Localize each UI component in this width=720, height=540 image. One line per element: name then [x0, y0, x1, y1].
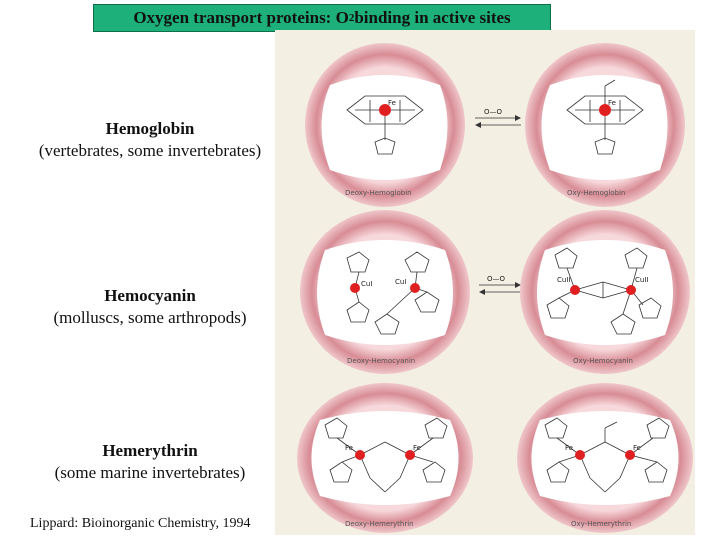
figure-caption: Deoxy-Hemerythrin: [345, 520, 414, 528]
iron-atom: [355, 450, 365, 460]
figure-caption: Oxy-Hemerythrin: [571, 520, 632, 528]
protein-name: Hemerythrin: [102, 441, 198, 460]
hemocyanin-label: [0, 285, 300, 329]
fe-label: Fe: [633, 444, 641, 452]
fe-label: Fe: [608, 99, 616, 107]
figure-caption: Deoxy-Hemocyanin: [347, 357, 416, 365]
iron-atom: [575, 450, 585, 460]
figure-caption: Oxy-Hemoglobin: [567, 189, 626, 197]
copper-atom: [350, 283, 360, 293]
hemoglobin-label: [0, 118, 300, 162]
cu-label: CuI: [395, 278, 407, 286]
cu-label: CuII: [557, 276, 571, 284]
figure-caption: Oxy-Hemocyanin: [573, 357, 633, 365]
arrow-label: O—O: [487, 275, 506, 283]
copper-atom: [570, 285, 580, 295]
cu-label: CuI: [361, 280, 373, 288]
cu-label: CuII: [635, 276, 649, 284]
title-main: Oxygen transport proteins: O: [133, 8, 349, 27]
arrow-label: O—O: [484, 108, 503, 116]
title-subscript: 2: [348, 12, 355, 24]
deoxy-hemoglobin-panel: [305, 43, 465, 207]
active-sites-svg: [275, 30, 695, 535]
fe-label: Fe: [565, 444, 573, 452]
deoxy-hemocyanin-panel: [300, 210, 470, 374]
citation: Lippard: Bioinorganic Chemistry, 1994: [30, 516, 251, 531]
figure-caption: Deoxy-Hemoglobin: [345, 189, 412, 197]
copper-atom: [410, 283, 420, 293]
fe-label: Fe: [413, 444, 421, 452]
protein-name: Hemoglobin: [105, 119, 195, 138]
title-rest: binding in active sites: [354, 8, 511, 27]
oxy-hemerythrin-panel: [517, 383, 693, 533]
copper-atom: [626, 285, 636, 295]
oxy-hemocyanin-panel: [520, 210, 690, 374]
slide-title: [93, 4, 551, 32]
protein-description: (vertebrates, some invertebrates): [38, 141, 262, 160]
hemerythrin-label: [0, 440, 300, 484]
hemocyanin-arrow: [479, 275, 521, 295]
active-sites-figure: [275, 30, 695, 535]
fe-label: Fe: [388, 99, 396, 107]
oxy-hemoglobin-panel: [525, 43, 685, 207]
deoxy-hemerythrin-panel: [297, 383, 473, 533]
protein-description: (some marine invertebrates): [54, 463, 246, 482]
hemoglobin-arrow: [475, 108, 521, 128]
fe-label: Fe: [345, 444, 353, 452]
protein-description: (molluscs, some arthropods): [53, 308, 247, 327]
protein-name: Hemocyanin: [104, 286, 196, 305]
